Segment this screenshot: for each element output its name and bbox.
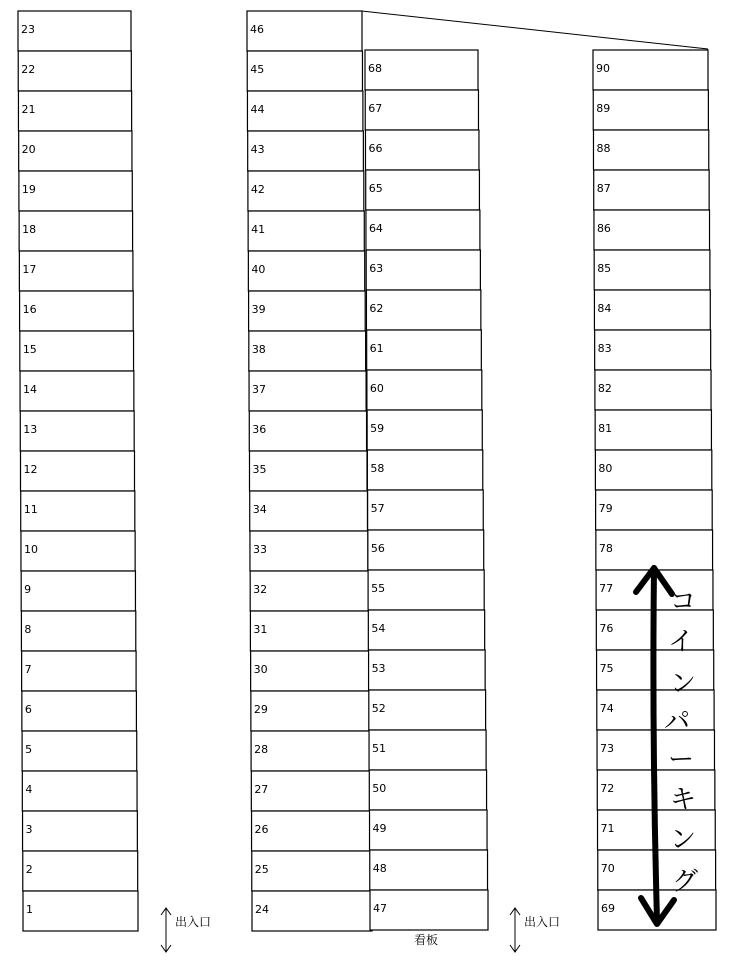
stall-number: 36 — [252, 423, 267, 436]
stall-number: 89 — [596, 102, 611, 115]
stall-number: 57 — [370, 502, 385, 515]
stall-number: 73 — [600, 742, 615, 755]
stall-number: 20 — [21, 143, 36, 156]
stall-number: 43 — [250, 143, 265, 156]
parking-stall — [21, 571, 135, 611]
stall-number: 58 — [370, 462, 385, 475]
parking-stall — [596, 490, 713, 530]
stall-number: 72 — [600, 782, 615, 795]
parking-stall — [370, 890, 488, 930]
stall-number: 74 — [599, 702, 614, 715]
stall-number: 1 — [26, 903, 33, 916]
parking-stall — [247, 51, 362, 91]
stall-number: 17 — [22, 263, 37, 276]
stall-number: 79 — [598, 502, 613, 515]
parking-stall — [22, 771, 137, 811]
parking-stall — [594, 210, 710, 250]
parking-stall — [366, 250, 480, 290]
parking-stall — [367, 450, 482, 490]
stall-number: 29 — [253, 703, 268, 716]
parking-stall — [370, 810, 488, 850]
parking-stall — [247, 11, 362, 51]
handwritten-char: ン — [670, 669, 697, 699]
parking-stall — [251, 651, 370, 691]
stall-number: 77 — [599, 582, 614, 595]
parking-stall — [593, 90, 708, 130]
stall-number: 44 — [250, 103, 265, 116]
parking-stall — [21, 531, 135, 571]
parking-stall — [22, 691, 137, 731]
stall-number: 75 — [599, 662, 614, 675]
stall-number: 11 — [23, 503, 38, 516]
parking-stall — [594, 290, 710, 330]
stall-number: 23 — [21, 23, 35, 36]
stall-number: 14 — [23, 383, 38, 396]
parking-stall — [249, 291, 366, 331]
stall-number: 27 — [254, 783, 269, 796]
parking-stall — [369, 770, 486, 810]
parking-stall — [23, 891, 138, 931]
stall-number: 4 — [25, 783, 33, 796]
stall-number: 8 — [24, 623, 32, 636]
parking-stall — [249, 331, 366, 371]
parking-stall — [369, 650, 486, 690]
stall-number: 78 — [598, 542, 613, 555]
stall-number: 5 — [25, 743, 33, 756]
parking-stall — [596, 530, 713, 570]
entrance-right — [510, 908, 560, 952]
parking-stall — [21, 611, 135, 651]
parking-stall — [247, 91, 362, 131]
parking-stall — [20, 411, 134, 451]
stall-number: 88 — [596, 142, 611, 155]
parking-stall — [595, 410, 711, 450]
parking-stall — [368, 610, 484, 650]
parking-stall — [22, 731, 137, 771]
stall-number: 47 — [373, 902, 387, 915]
parking-stall — [20, 291, 134, 331]
parking-stalls — [18, 11, 716, 931]
parking-stall — [248, 211, 364, 251]
parking-stall — [366, 290, 480, 330]
stall-number: 59 — [370, 422, 385, 435]
stall-number: 24 — [255, 903, 269, 916]
parking-stall — [593, 130, 708, 170]
parking-stall — [366, 170, 480, 210]
handwritten-char: パ — [664, 707, 691, 737]
parking-stall — [20, 371, 134, 411]
parking-stall — [369, 730, 486, 770]
parking-stall — [252, 891, 372, 931]
stall-number: 9 — [24, 583, 32, 596]
stall-number: 84 — [597, 302, 612, 315]
stall-number: 32 — [253, 583, 268, 596]
stall-number: 65 — [368, 182, 383, 195]
parking-stall — [248, 131, 364, 171]
signboard-label: 看板 — [414, 933, 439, 947]
stall-number: 70 — [600, 862, 615, 875]
parking-stall — [367, 370, 482, 410]
stall-number: 35 — [252, 463, 267, 476]
stall-number: 46 — [250, 23, 264, 36]
parking-stall — [370, 850, 488, 890]
parking-stall — [369, 690, 486, 730]
stall-number: 6 — [24, 703, 32, 716]
stall-number: 37 — [252, 383, 267, 396]
handwritten-char: ン — [670, 825, 697, 855]
parking-stall — [249, 411, 366, 451]
stall-number: 3 — [25, 823, 33, 836]
stall-number: 68 — [368, 62, 382, 75]
stall-number: 13 — [23, 423, 38, 436]
stall-number: 28 — [254, 743, 269, 756]
stall-number: 49 — [372, 822, 387, 835]
parking-stall — [594, 170, 709, 210]
parking-stall — [367, 330, 482, 370]
stall-number: 54 — [371, 622, 386, 635]
stall-number: 85 — [597, 262, 612, 275]
stall-number: 26 — [254, 823, 269, 836]
handwritten-char: キ — [670, 785, 697, 815]
parking-stall — [250, 571, 368, 611]
stall-number: 61 — [369, 342, 384, 355]
entrance-left — [161, 908, 211, 952]
stall-number: 12 — [23, 463, 38, 476]
stall-number: 39 — [251, 303, 266, 316]
stall-number: 41 — [251, 223, 266, 236]
stall-number: 25 — [254, 863, 269, 876]
stall-number: 80 — [598, 462, 613, 475]
stall-number: 21 — [21, 103, 36, 116]
stall-number: 63 — [369, 262, 384, 275]
stall-number: 33 — [252, 543, 267, 556]
stall-number: 48 — [372, 862, 387, 875]
parking-stall — [250, 451, 368, 491]
stall-number: 62 — [369, 302, 384, 315]
stall-number: 52 — [371, 702, 386, 715]
parking-stall — [365, 130, 478, 170]
entrance-left-label: 出入口 — [175, 915, 212, 929]
stall-number: 51 — [372, 742, 387, 755]
parking-stall — [22, 651, 136, 691]
stall-number: 87 — [596, 182, 611, 195]
parking-stall — [366, 210, 480, 250]
parking-stall — [248, 171, 364, 211]
stall-number: 42 — [250, 183, 265, 196]
handwritten-char: イ — [668, 627, 695, 657]
stall-number: 34 — [252, 503, 267, 516]
parking-stall — [251, 691, 370, 731]
stall-number: 81 — [598, 422, 613, 435]
stall-number: 56 — [370, 542, 385, 555]
parking-stall — [21, 451, 135, 491]
stall-number: 38 — [251, 343, 266, 356]
stall-number: 69 — [601, 902, 615, 915]
parking-stall — [20, 331, 134, 371]
parking-stall — [23, 851, 138, 891]
stall-number: 66 — [368, 142, 383, 155]
lot-boundary-line — [362, 11, 708, 49]
parking-stall — [251, 731, 370, 771]
stall-number: 67 — [368, 102, 383, 115]
parking-stall — [595, 450, 711, 490]
parking-stall — [250, 531, 368, 571]
parking-stall — [368, 490, 484, 530]
stall-number: 18 — [22, 223, 37, 236]
parking-stall — [23, 811, 138, 851]
stall-number: 30 — [253, 663, 268, 676]
stall-number: 10 — [23, 543, 38, 556]
stall-number: 22 — [21, 63, 36, 76]
parking-stall — [595, 370, 711, 410]
parking-stall — [368, 530, 484, 570]
stall-number: 45 — [250, 63, 265, 76]
stall-number: 40 — [251, 263, 266, 276]
handwritten-char: コ — [670, 587, 697, 617]
stall-number: 64 — [368, 222, 383, 235]
stall-number: 82 — [597, 382, 612, 395]
parking-stall — [594, 250, 710, 290]
parking-stall — [21, 491, 135, 531]
parking-stall — [19, 211, 132, 251]
parking-stall — [250, 491, 368, 531]
stall-number: 90 — [596, 62, 610, 75]
stall-number: 50 — [372, 782, 387, 795]
parking-stall — [251, 771, 370, 811]
parking-stall — [595, 330, 711, 370]
parking-stall — [252, 851, 372, 891]
parking-stall — [249, 371, 366, 411]
stall-number: 60 — [369, 382, 384, 395]
entrance-right-label: 出入口 — [524, 915, 561, 929]
stall-number: 76 — [599, 622, 614, 635]
stall-number: 83 — [597, 342, 612, 355]
handwritten-char: グ — [672, 867, 699, 897]
parking-stall — [593, 50, 708, 90]
parking-stall — [368, 570, 484, 610]
parking-stall — [248, 251, 364, 291]
stall-number: 55 — [371, 582, 386, 595]
parking-stall — [250, 611, 368, 651]
stall-number: 7 — [24, 663, 32, 676]
stall-number: 53 — [371, 662, 386, 675]
parking-stall — [252, 811, 372, 851]
stall-number: 19 — [21, 183, 36, 196]
stall-number: 71 — [600, 822, 615, 835]
stall-number: 86 — [596, 222, 611, 235]
parking-stall — [19, 251, 133, 291]
stall-number: 2 — [25, 863, 33, 876]
stall-number: 31 — [253, 623, 268, 636]
stall-number: 15 — [22, 343, 37, 356]
stall-number: 16 — [22, 303, 37, 316]
handwritten-char: ー — [668, 745, 695, 775]
parking-stall — [367, 410, 482, 450]
